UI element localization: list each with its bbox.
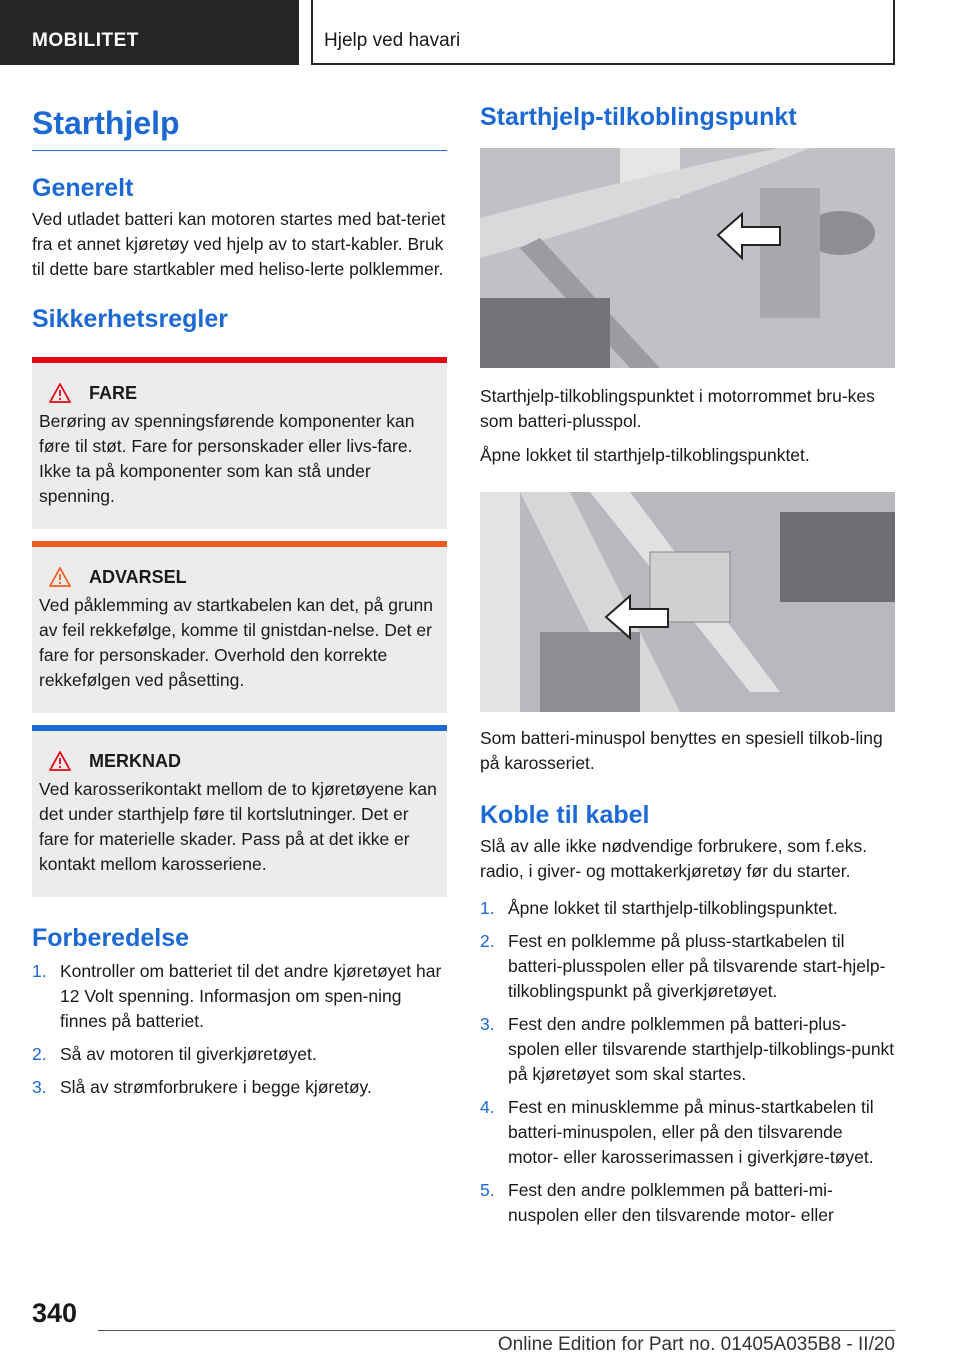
list-item: 2. Så av motoren til giverkjøretøyet. [32,1044,317,1064]
list-item: 3. Slå av strømforbrukere i begge kjøretøy. [32,1077,372,1097]
generelt-heading: Generelt [32,174,134,202]
page-header [0,0,960,65]
warning-icon [49,383,71,403]
list-item: 2. Fest en polklemme på pluss-startkabelen til batteri-plusspolen eller på tilsvarende start-hjelp-tilkoblingspunkt på giverkjøretøyet. [480,931,886,1001]
notice-text: Berøring av spenningsførende komponenter kan føre til støt. Fare for personskader eller livs-fare. Ikke ta på komponenter som kan stå under spenning. [39,411,415,506]
koble-intro: Slå av alle ikke nødvendige forbrukere, som f.eks. radio, i giver- og mottakerkjøretøy før du starter. [480,836,868,881]
caption-plus: Starthjelp-tilkoblingspunktet i motorrommet bru-kes som batteri-plusspol. [480,386,875,431]
caption-minus: Som batteri-minuspol benyttes en spesiell tilkob-ling på karosseriet. [480,728,883,773]
warning-icon [49,751,71,771]
list-item: 5. Fest den andre polklemmen på batteri-mi-nuspolen eller den tilsvarende motor- eller [480,1180,834,1225]
engine-photo-plus [480,148,895,368]
list-item: 1. Åpne lokket til starthjelp-tilkoblingspunktet. [480,898,838,918]
page-title: Starthjelp [32,98,447,151]
notice-text: Ved påklemming av startkabelen kan det, på grunn av feil rekkefølge, komme til gnistdan-nelse. Det er fare for personskader. Overhold den korrekte rekkefølgen ved påsetting. [39,595,433,690]
engine-photo-minus [480,492,895,712]
notice-title: FARE [89,383,138,403]
notice-fare [32,357,447,529]
edition-text: Online Edition for Part no. 01405A035B8 - II/20 [497,1334,895,1355]
list-item: 3. Fest den andre polklemmen på batteri-plus-spolen eller tilsvarende starthjelp-tilkoblings-punkt på kjøretøyet som skal startes. [480,1014,895,1084]
koble-heading: Koble til kabel [480,801,650,829]
list-item: 1. Kontroller om batteriet til det andre kjøretøyet har 12 Volt spenning. Informasjon om spen-ning finnes på batteriet. [32,961,442,1031]
koble-steps [480,896,895,1228]
page-number: 340 [32,1298,78,1328]
subsection-tab: Hjelp ved havari [311,0,895,65]
notice-title: ADVARSEL [89,567,187,587]
chassis-illustration [480,492,895,712]
generelt-text: Ved utladet batteri kan motoren startes med bat-teriet fra et annet kjøretøy ved hjelp av to start-kabler. Bruk til dette bare startkabler med heliso-lerte polklemmer. [32,209,446,279]
left-column [32,98,447,1108]
engine-bay-illustration [480,148,895,368]
caption-open-lid: Åpne lokket til starthjelp-tilkoblingspunktet. [480,445,810,465]
footer-divider [98,1330,895,1331]
notice-text: Ved karosserikontakt mellom de to kjøretøyene kan det under starthjelp føre til kortslutninger. Det er fare for materielle skader. Pass på at det ikke er kontakt mellom karosseriene. [39,779,437,874]
forberedelse-steps [32,959,447,1100]
tilkobling-heading: Starthjelp-tilkoblingspunkt [480,103,797,131]
forberedelse-heading: Forberedelse [32,924,190,952]
notice-advarsel [32,541,447,713]
warning-icon [49,567,71,587]
right-column [480,98,895,1236]
sikkerhet-heading: Sikkerhetsregler [32,305,228,333]
list-item: 4. Fest en minusklemme på minus-startkabelen til batteri-minuspolen, eller på den tilsvarende motor- eller karosserimassen i giverkjøre-tøyet. [480,1097,874,1167]
notice-title: MERKNAD [89,751,181,771]
section-tab: MOBILITET [0,0,299,65]
notice-merknad [32,725,447,897]
